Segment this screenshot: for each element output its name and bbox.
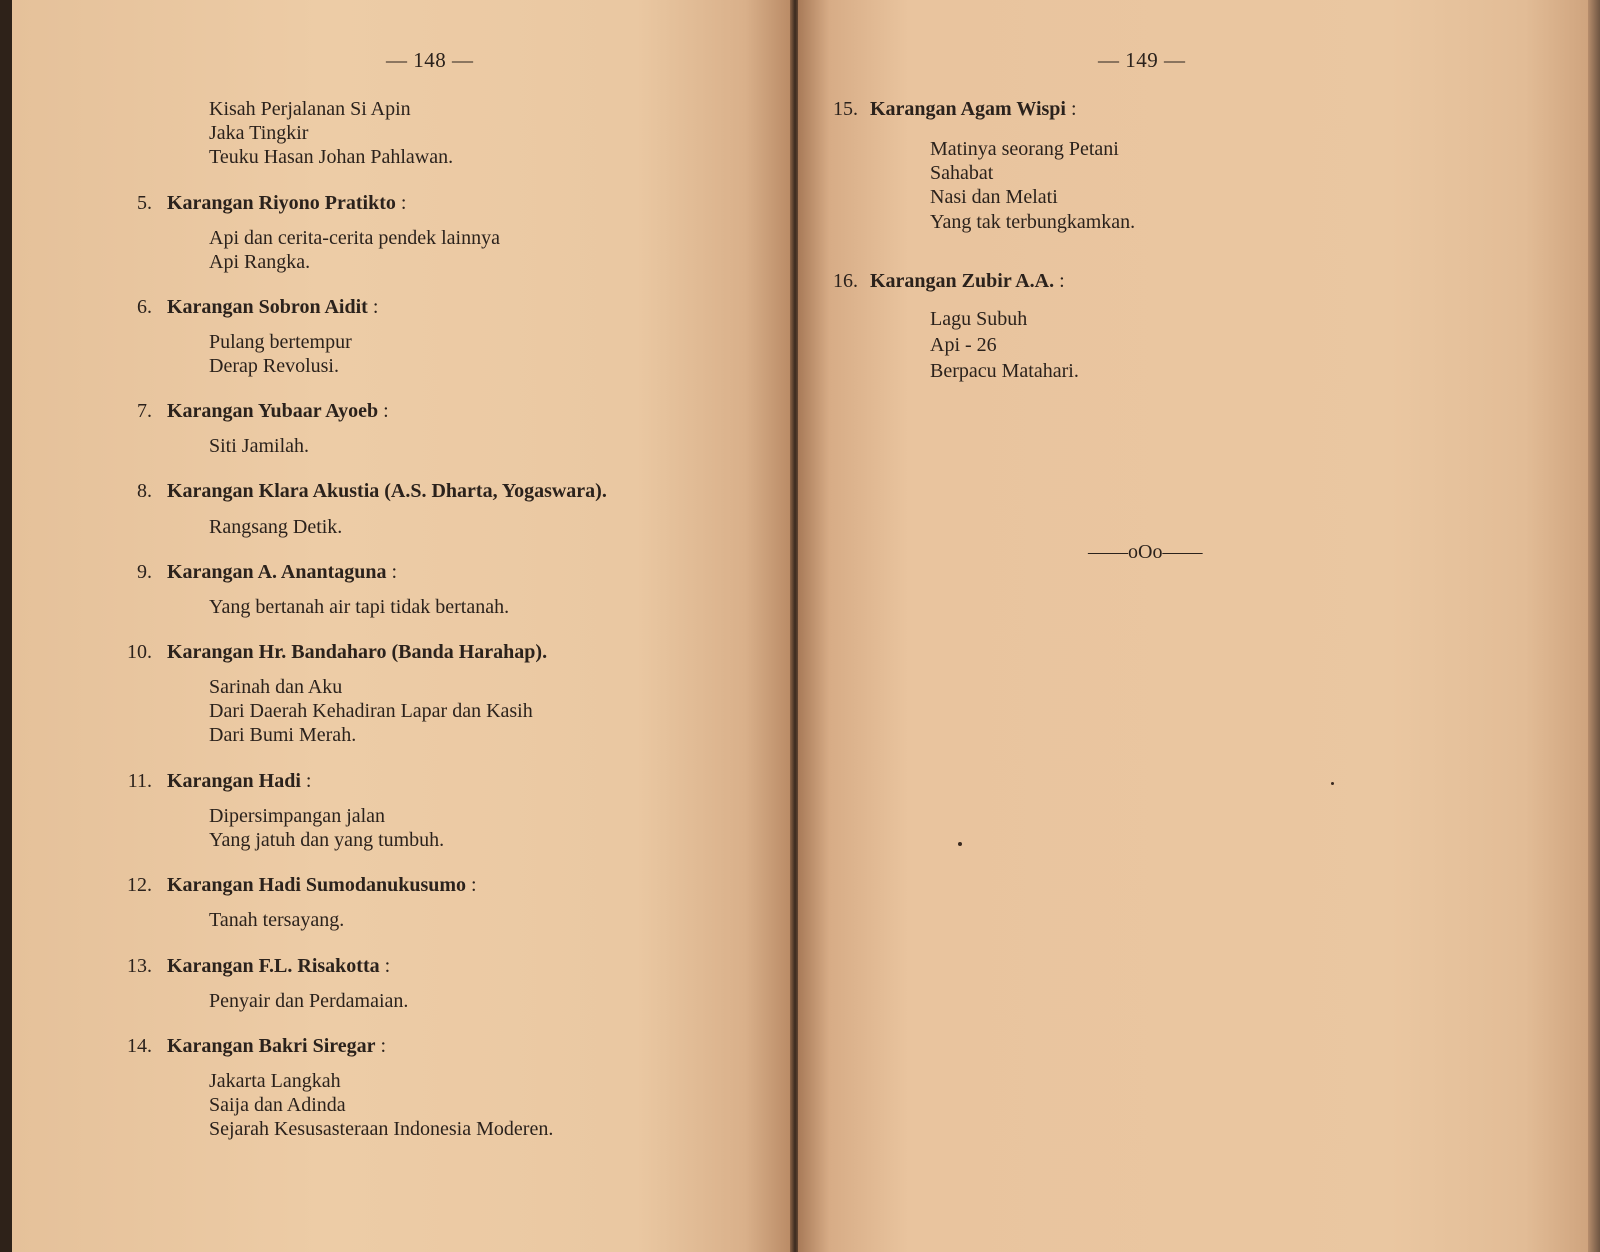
work-title: Pulang bertempur: [209, 331, 352, 353]
work-title: Sejarah Kesusasteraan Indonesia Moderen.: [209, 1118, 554, 1140]
entry-number: 5.: [137, 192, 152, 214]
author-heading: Karangan Hadi :: [167, 770, 312, 792]
entry-number: 11.: [127, 770, 152, 792]
author-heading: Karangan F.L. Risakotta :: [167, 955, 391, 977]
end-ornament: ——oOo——: [1088, 541, 1203, 563]
entry-number: 12.: [127, 874, 152, 896]
work-title: Dari Daerah Kehadiran Lapar dan Kasih: [209, 700, 533, 722]
paper-speck: [958, 842, 962, 846]
work-title: Kisah Perjalanan Si Apin: [209, 98, 411, 120]
work-title: Dipersimpangan jalan: [209, 805, 386, 827]
author-heading: Karangan Sobron Aidit :: [167, 296, 379, 318]
author-heading: Karangan Hadi Sumodanukusumo :: [167, 874, 477, 896]
entry-number: 13.: [127, 955, 152, 977]
work-title: Sarinah dan Aku: [209, 676, 343, 698]
author-heading: Karangan Klara Akustia (A.S. Dharta, Yogaswara).: [167, 480, 607, 502]
entry-number: 16.: [833, 270, 858, 292]
author-heading: Karangan Agam Wispi :: [870, 98, 1077, 120]
work-title: Api - 26: [930, 334, 997, 356]
entry-number: 6.: [137, 296, 152, 318]
entry-number: 8.: [137, 480, 152, 502]
author-heading: Karangan Hr. Bandaharo (Banda Harahap).: [167, 641, 548, 663]
work-title: Dari Bumi Merah.: [209, 724, 357, 746]
work-title: Siti Jamilah.: [209, 435, 309, 457]
right-page: [798, 0, 1588, 1252]
entry-number: 14.: [127, 1035, 152, 1057]
work-title: Yang jatuh dan yang tumbuh.: [209, 829, 445, 851]
author-heading: Karangan A. Anantaguna :: [167, 561, 398, 583]
work-title: Berpacu Matahari.: [930, 360, 1079, 382]
author-heading: Karangan Zubir A.A. :: [870, 270, 1065, 292]
entry-number: 9.: [137, 561, 152, 583]
left-page: [12, 0, 792, 1252]
page-number-149: — 149 —: [1098, 48, 1186, 72]
book-edge-left: [0, 0, 12, 1252]
work-title: Matinya seorang Petani: [930, 138, 1119, 160]
work-title: Api Rangka.: [209, 251, 311, 273]
work-title: Teuku Hasan Johan Pahlawan.: [209, 146, 454, 168]
work-title: Tanah tersayang.: [209, 909, 345, 931]
entry-number: 7.: [137, 400, 152, 422]
work-title: Lagu Subuh: [930, 308, 1028, 330]
work-title: Yang tak terbungkamkan.: [930, 211, 1136, 233]
work-title: Sahabat: [930, 162, 994, 184]
work-title: Saija dan Adinda: [209, 1094, 346, 1116]
work-title: Derap Revolusi.: [209, 355, 339, 377]
book-edge-right: [1588, 0, 1600, 1252]
work-title: Nasi dan Melati: [930, 186, 1058, 208]
work-title: Jaka Tingkir: [209, 122, 309, 144]
author-heading: Karangan Riyono Pratikto :: [167, 192, 407, 214]
entry-number: 15.: [833, 98, 858, 120]
work-title: Jakarta Langkah: [209, 1070, 341, 1092]
work-title: Api dan cerita-cerita pendek lainnya: [209, 227, 500, 249]
work-title: Penyair dan Perdamaian.: [209, 990, 409, 1012]
author-heading: Karangan Bakri Siregar :: [167, 1035, 387, 1057]
entry-number: 10.: [127, 641, 152, 663]
paper-speck: [1331, 782, 1334, 785]
author-heading: Karangan Yubaar Ayoeb :: [167, 400, 389, 422]
page-number-148: — 148 —: [386, 48, 474, 72]
work-title: Rangsang Detik.: [209, 516, 343, 538]
work-title: Yang bertanah air tapi tidak bertanah.: [209, 596, 510, 618]
